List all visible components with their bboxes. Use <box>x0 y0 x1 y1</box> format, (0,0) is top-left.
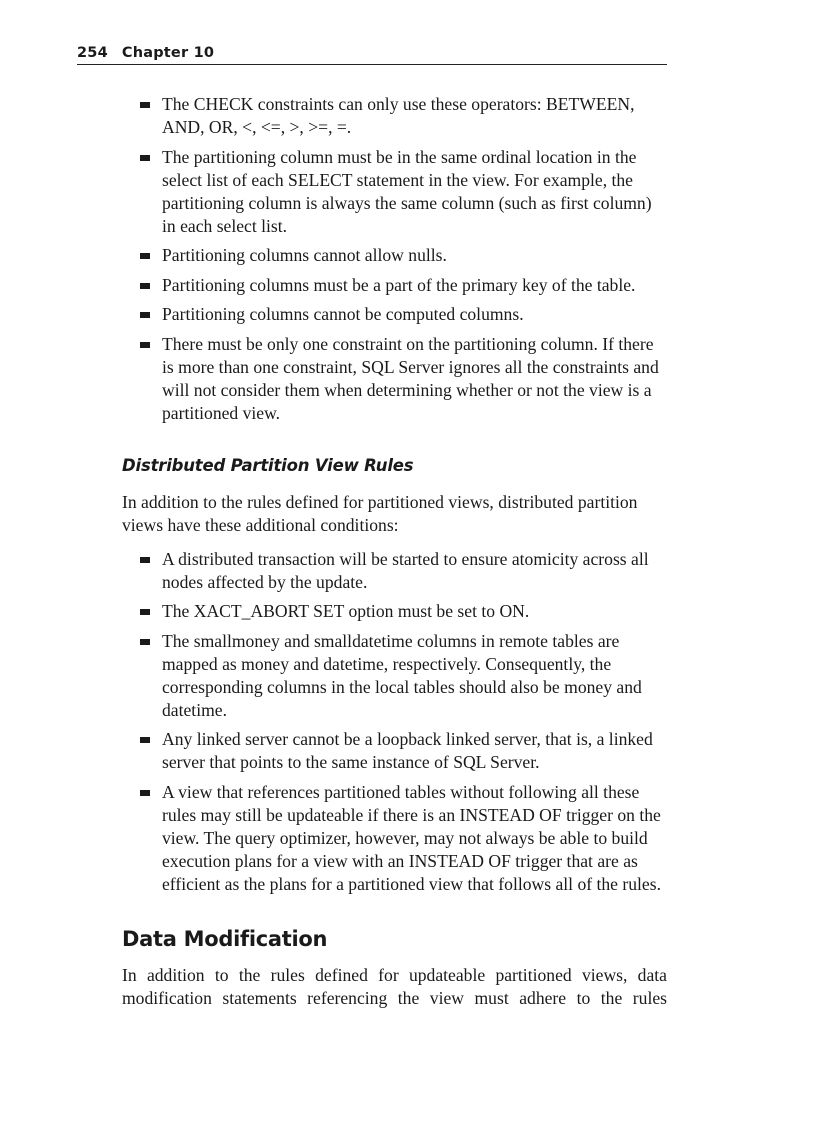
bullet-icon <box>140 283 150 289</box>
bullet-icon <box>140 312 150 318</box>
body-paragraph-line: In addition to the rules defined for updateable partitioned views, data <box>122 964 667 985</box>
page-number: 254 <box>77 45 108 61</box>
distributed-rules-list <box>122 548 667 896</box>
list-item: A distributed transaction will be started to ensure atomicity across all nodes affected by the update. <box>162 548 667 594</box>
bullet-icon <box>140 155 150 161</box>
page-body <box>122 93 667 1010</box>
body-paragraph-line: modification statements referencing the view must adhere to the rules <box>122 987 667 1008</box>
list-item: A view that references partitioned tables without following all these rules may still be updateable if there is an INSTEAD OF trigger on the view. The query optimizer, however, may not always be able to build execution plans for a view with an INSTEAD OF trigger that are as efficient as the plans for a partitioned view that follows all of the rules. <box>162 781 667 896</box>
list-item: The XACT_ABORT SET option must be set to ON. <box>162 600 667 623</box>
section-heading-data-modification: Data Modification <box>122 926 328 951</box>
bullet-icon <box>140 639 150 645</box>
bullet-icon <box>140 609 150 615</box>
list-item: The partitioning column must be in the same ordinal location in the select list of each SELECT statement in the view. For example, the partitioning column is always the same column (such as first column) in each select list. <box>162 146 667 238</box>
bullet-icon <box>140 102 150 108</box>
section-heading-distributed-partition-view-rules: Distributed Partition View Rules <box>122 455 414 475</box>
chapter-label: Chapter 10 <box>121 45 215 61</box>
list-item: Partitioning columns must be a part of the primary key of the table. <box>162 274 667 297</box>
bullet-icon <box>140 790 150 796</box>
running-header <box>77 44 667 65</box>
list-item: Any linked server cannot be a loopback linked server, that is, a linked server that points to the same instance of SQL Server. <box>162 728 667 774</box>
list-item: The smallmoney and smalldatetime columns in remote tables are mapped as money and datetime, respectively. Consequently, the corresponding columns in the local tables should also be money and datetime. <box>162 630 667 722</box>
section-intro-paragraph: In addition to the rules defined for partitioned views, distributed partition views have these additional conditions: <box>122 491 638 535</box>
bullet-icon <box>140 253 150 259</box>
bullet-icon <box>140 342 150 348</box>
list-item: Partitioning columns cannot be computed columns. <box>162 303 667 326</box>
partition-rules-list <box>122 93 667 425</box>
list-item: Partitioning columns cannot allow nulls. <box>162 244 667 267</box>
bullet-icon <box>140 737 150 743</box>
list-item: There must be only one constraint on the partitioning column. If there is more than one constraint, SQL Server ignores all the constraints and will not consider them when determining whether or not the view is a partitioned view. <box>162 333 667 425</box>
list-item: The CHECK constraints can only use these operators: BETWEEN, AND, OR, <, <=, >, >=, =. <box>162 93 667 139</box>
bullet-icon <box>140 557 150 563</box>
